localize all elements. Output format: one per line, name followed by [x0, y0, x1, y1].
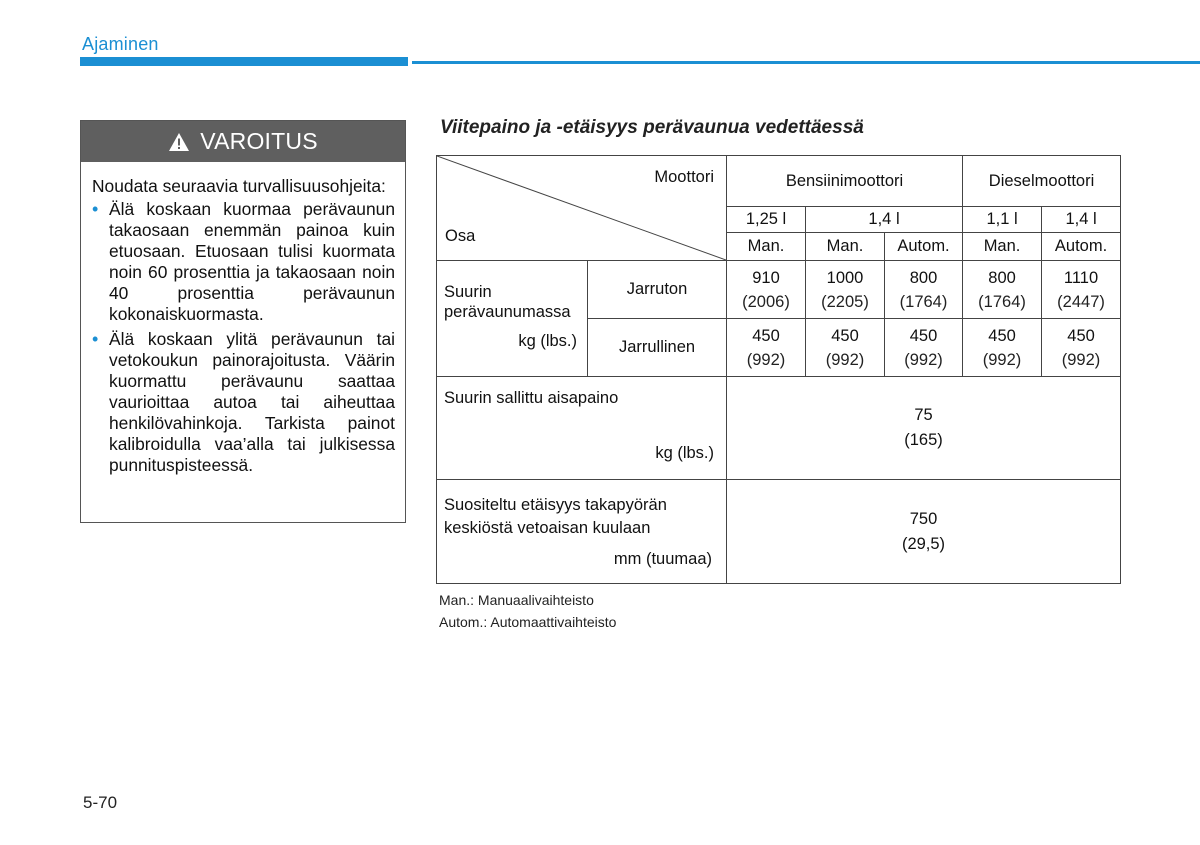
section-title: Ajaminen [82, 34, 159, 54]
displacement-header: 1,25 l [727, 207, 806, 233]
unbraked-value: 1110 (2447) [1042, 261, 1121, 319]
warning-header [81, 121, 405, 162]
displacement-header: 1,1 l [963, 207, 1042, 233]
warning-title: VAROITUS [200, 128, 318, 154]
displacement-header: 1,4 l [1042, 207, 1121, 233]
warning-item-text: Älä koskaan ylitä perävaunun tai vetokoukun painorajoitusta. Väärin kuormattu perävaunu saattaa vaurioittaa autoa tai aiheuttaa henkilövahinkoja. Tarkista painot kalibroidulla vaa’alla tai julkisessa punnituspisteessä. [109, 329, 395, 475]
braked-value: 450 (992) [727, 319, 806, 377]
warning-list [92, 199, 395, 476]
max-trailer-mass-unit: kg (lbs.) [518, 332, 577, 350]
braked-value: 450 (992) [1042, 319, 1121, 377]
header-rule-thin [412, 61, 1200, 64]
warning-intro: Noudata seuraavia turvallisuusohjeita: [92, 176, 386, 196]
warning-item [92, 329, 395, 476]
braked-value: 450 (992) [806, 319, 885, 377]
header-rule-thick [80, 57, 408, 66]
ball-distance-cell [437, 480, 727, 584]
braked-value: 450 (992) [885, 319, 963, 377]
drawbar-load-label: Suurin sallittu aisapaino [444, 389, 619, 407]
warning-body [81, 162, 405, 476]
ball-distance-unit: mm (tuumaa) [613, 550, 712, 568]
braked-label: Jarrullinen [588, 319, 727, 377]
drawbar-load-cell [437, 377, 727, 480]
table-corner-cell [437, 156, 727, 261]
transmission-header: Autom. [1042, 233, 1121, 261]
page-number: 5-70 [83, 793, 118, 812]
corner-label-engine: Moottori [654, 168, 714, 186]
towing-spec-table [436, 155, 1121, 584]
bullet-icon: • [92, 199, 99, 219]
warning-item-text: Älä koskaan kuormaa perävaunun takaosaan enemmän painoa kuin etuosaan. Etuosaan tulisi kuormata noin 60 prosenttia ja takaosaan noin 40 prosenttia perävaunun kokonaiskuormasta. [109, 199, 395, 324]
transmission-header: Man. [806, 233, 885, 261]
corner-label-part: Osa [445, 227, 476, 245]
warning-item [92, 199, 395, 325]
table-title: Viitepaino ja -etäisyys perävaunua vedettäessä [440, 117, 864, 138]
ball-distance-value: 750 (29,5) [727, 480, 1121, 584]
warning-box [80, 120, 406, 523]
ball-distance-label: Suositeltu etäisyys takapyörän keskiöstä vetoaisan kuulaan [444, 496, 667, 537]
warning-triangle-icon [168, 132, 190, 152]
table-footnotes [439, 589, 616, 633]
footnote: Autom.: Automaattivaihteisto [439, 614, 617, 630]
footnote: Man.: Manuaalivaihteisto [439, 592, 594, 608]
bullet-icon: • [92, 329, 99, 349]
transmission-header: Man. [727, 233, 806, 261]
displacement-header: 1,4 l [806, 207, 963, 233]
unbraked-value: 1000 (2205) [806, 261, 885, 319]
transmission-header: Autom. [885, 233, 963, 261]
unbraked-value: 910 (2006) [727, 261, 806, 319]
drawbar-load-unit: kg (lbs.) [655, 444, 714, 462]
unbraked-label: Jarruton [588, 261, 727, 319]
engine-group-header: Bensiinimoottori [727, 156, 963, 207]
unbraked-value: 800 (1764) [885, 261, 963, 319]
unbraked-value: 800 (1764) [963, 261, 1042, 319]
drawbar-load-value: 75 (165) [727, 377, 1121, 480]
transmission-header: Man. [963, 233, 1042, 261]
max-trailer-mass-label: Suurin perävaunumassa [444, 283, 571, 321]
max-trailer-mass-cell [437, 261, 588, 377]
braked-value: 450 (992) [963, 319, 1042, 377]
engine-group-header: Dieselmoottori [963, 156, 1121, 207]
